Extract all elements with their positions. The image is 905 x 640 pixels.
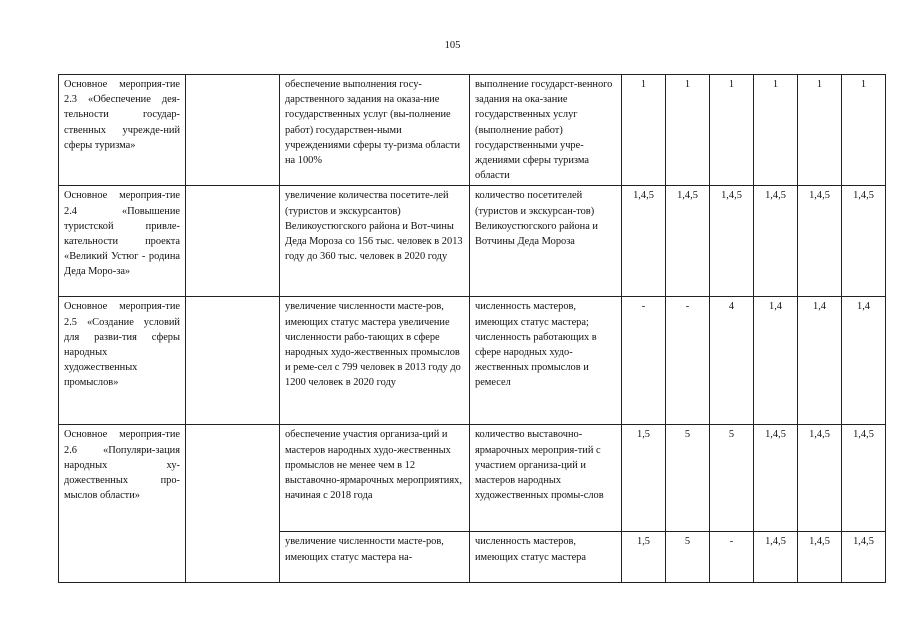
value-cell: 1,4,5 [842,532,886,583]
table-row [59,75,886,186]
value-cell: - [666,297,710,425]
result-cell: увеличение количества посетите-лей (туристов и экскурсантов) Великоустюгского района и Вот-чины Деда Мороза со 156 тыс. человек в 2013 году до 360 тыс. человек в 2020 году [280,186,470,297]
measure-cell: Основное мероприя-тие 2.3 «Обеспечение дея-тельности государ-ственных учрежде-ний сферы туризма» [59,75,186,186]
value-cell: 1,4,5 [842,425,886,532]
executor-cell [186,75,280,186]
indicator-cell: выполнение государст-венного задания на ока-зание государственных услуг (выполнение работ) государственными учре-ждениями сферы туризма области [470,75,622,186]
executor-cell [186,425,280,583]
result-cell: обеспечение участия организа-ций и мастеров народных худо-жественных промыслов не менее чем в 12 выставочно-ярмарочных мероприятиях, начиная с 2018 года [280,425,470,532]
value-cell: 1,5 [622,425,666,532]
measures-table [58,74,886,583]
value-cell: - [622,297,666,425]
value-cell: 1 [842,75,886,186]
value-cell: 1,4 [754,297,798,425]
result-cell: увеличение численности масте-ров, имеющих статус мастера увеличение численности рабо-тающих в сфере народных худо-жественных промыслов и реме-сел с 799 человек в 2013 году до 1200 человек в 2020 году [280,297,470,425]
value-cell: 1 [798,75,842,186]
value-cell: 5 [666,532,710,583]
value-cell: 1,4,5 [842,186,886,297]
value-cell: 1,4,5 [622,186,666,297]
value-cell: 1 [666,75,710,186]
value-cell: 1,4,5 [798,532,842,583]
value-cell: 5 [710,425,754,532]
measure-cell: Основное мероприя-тие 2.5 «Создание условий для разви-тия сферы народных художественных промыслов» [59,297,186,425]
table-row [59,425,886,532]
executor-cell [186,297,280,425]
value-cell: 4 [710,297,754,425]
value-cell: 1,4,5 [754,532,798,583]
value-cell: 1,4,5 [754,186,798,297]
indicator-cell: численность мастеров, имеющих статус мастера; численность работающих в сфере народных худо-жественных промыслов и ремесел [470,297,622,425]
page-number: 105 [444,40,461,51]
result-cell: обеспечение выполнения госу-дарственного задания на оказа-ние государственных услуг (вы-полнение работ) государствен-ными учреждениями сферы ту-ризма области на 100% [280,75,470,186]
value-cell: 1 [754,75,798,186]
value-cell: 1,4,5 [798,425,842,532]
measure-cell: Основное мероприя-тие 2.6 «Популяри-зация народных ху-дожественных про-мыслов области» [59,425,186,583]
value-cell: 1,4,5 [754,425,798,532]
value-cell: 1 [710,75,754,186]
value-cell: 1,4,5 [798,186,842,297]
value-cell: 5 [666,425,710,532]
value-cell: 1,4 [842,297,886,425]
value-cell: - [710,532,754,583]
indicator-cell: численность мастеров, имеющих статус мастера [470,532,622,583]
table-row [59,297,886,425]
value-cell: 1,5 [622,532,666,583]
executor-cell [186,186,280,297]
measure-cell: Основное мероприя-тие 2.4 «Повышение туристской привле-кательности проекта «Великий Устюг - родина Деда Моро-за» [59,186,186,297]
result-cell: увеличение численности мастe-ров, имеющих статус мастера на- [280,532,470,583]
table-row [59,186,886,297]
indicator-cell: количество посетителей (туристов и экскурсан-тов) Великоустюгского района и Вотчины Деда Мороза [470,186,622,297]
indicator-cell: количество выставочно-ярмарочных мероприя-тий с участием организа-ций и мастеров народных художественных промы-слов [470,425,622,532]
value-cell: 1 [622,75,666,186]
value-cell: 1,4 [798,297,842,425]
value-cell: 1,4,5 [710,186,754,297]
value-cell: 1,4,5 [666,186,710,297]
